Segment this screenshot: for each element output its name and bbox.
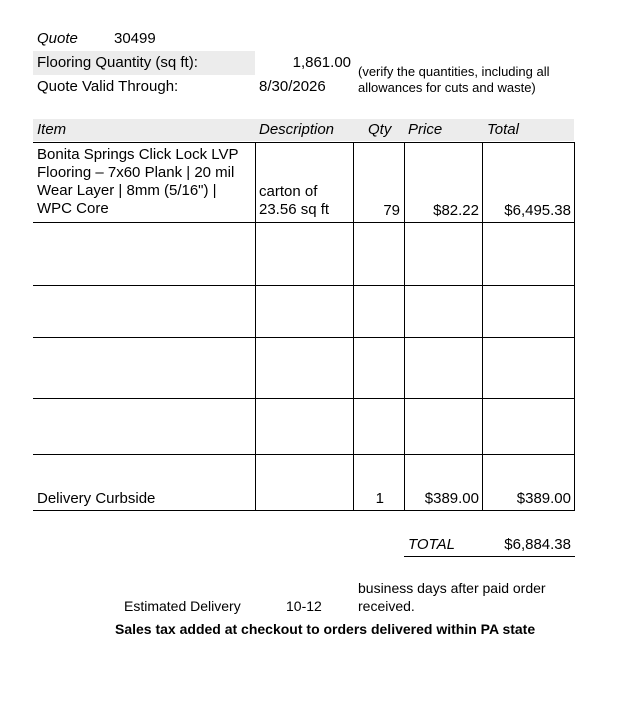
sales-tax-note: Sales tax added at checkout to orders delivered within PA state	[115, 621, 536, 637]
row1-price: $82.22	[433, 202, 479, 219]
header-item: Item	[37, 121, 67, 138]
row-delivery-price: $389.00	[424, 490, 479, 507]
header-total: Total	[487, 121, 519, 138]
grand-total-label: TOTAL	[408, 536, 455, 553]
table-col-divider-3	[404, 142, 405, 511]
row1-item-line-2: Flooring – 7x60 Plank | 20 mil	[37, 164, 235, 181]
flooring-quantity-label: Flooring Quantity (sq ft):	[37, 54, 198, 71]
table-col-divider-2	[353, 142, 354, 511]
row1-description-line-1: carton of	[259, 183, 318, 200]
header-qty: Qty	[368, 121, 392, 138]
row1-item-line-1: Bonita Springs Click Lock LVP	[37, 146, 239, 163]
grand-total-value: $6,884.38	[504, 536, 571, 553]
estimated-delivery-range: 10-12	[286, 598, 322, 614]
quote-label: Quote	[37, 30, 78, 47]
table-line-bottom	[33, 510, 575, 511]
row-delivery-item: Delivery Curbside	[37, 490, 156, 507]
row-delivery-qty: 1	[375, 490, 384, 507]
valid-through-label: Quote Valid Through:	[37, 78, 179, 95]
verify-note-line-2: allowances for cuts and waste)	[358, 80, 536, 95]
table-col-divider-4	[482, 142, 483, 511]
delivery-note-line-2: received.	[358, 598, 415, 614]
table-line-row2	[33, 285, 575, 286]
flooring-quantity-value: 1,861.00	[292, 54, 351, 71]
verify-note-line-1: (verify the quantities, including all	[358, 64, 550, 79]
table-col-divider-1	[255, 142, 256, 511]
row1-total: $6,495.38	[504, 202, 571, 219]
table-line-row3	[33, 337, 575, 338]
table-line-row1	[33, 222, 575, 223]
row1-item-line-3: Wear Layer | 8mm (5/16") |	[37, 182, 217, 199]
row1-description-line-2: 23.56 sq ft	[259, 201, 330, 218]
header-description: Description	[259, 121, 335, 138]
valid-through-value: 8/30/2026	[259, 78, 326, 95]
table-col-right	[574, 142, 575, 511]
estimated-delivery-label: Estimated Delivery	[124, 598, 241, 614]
table-row	[37, 146, 238, 218]
quote-number: 30499	[114, 30, 156, 47]
table-line-top	[33, 142, 575, 143]
table-line-row4	[33, 398, 575, 399]
delivery-note-line-1: business days after paid order	[358, 580, 546, 596]
row1-qty: 79	[383, 202, 400, 219]
table-line-row5	[33, 454, 575, 455]
grand-total-underline	[404, 556, 575, 557]
row-delivery-total: $389.00	[516, 490, 571, 507]
header-price: Price	[408, 121, 443, 138]
row1-item-line-4: WPC Core	[37, 200, 109, 217]
